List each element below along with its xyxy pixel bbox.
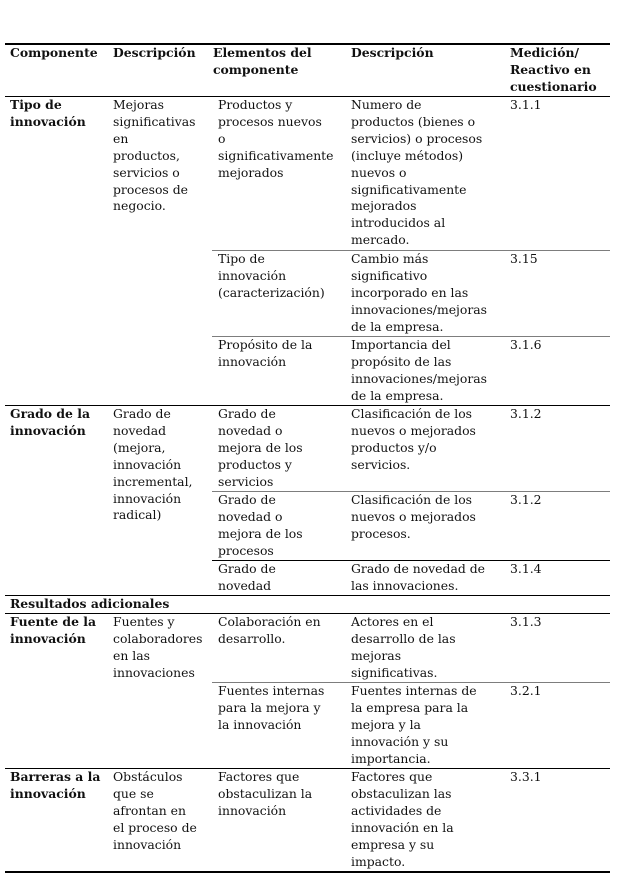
table-bottom-rule [5, 871, 610, 873]
element-description: Clasificación de los nuevos o mejorados procesos. [351, 492, 476, 541]
element-name: Propósito de la innovación [218, 337, 313, 369]
element-description: Actores en el desarrollo de las mejoras significativas. [351, 614, 456, 680]
component-description: Grado de novedad (mejora, innovación incremental, innovación radical) [113, 406, 193, 523]
element-description: Grado de novedad de las innovaciones. [351, 561, 485, 593]
measure-code: 3.1.3 [510, 614, 542, 629]
element-name: Grado de novedad o mejora de los productos y servicios [218, 406, 303, 489]
component-description: Fuentes y colaboradores en las innovaciones [113, 614, 203, 680]
element-name: Productos y procesos nuevos o significativamente mejorados [218, 97, 334, 180]
element-description: Clasificación de los nuevos o mejorados productos y/o servicios. [351, 406, 476, 472]
header-medicion: Medición/ Reactivo en cuestionario [510, 45, 597, 94]
measure-code: 3.1.6 [510, 337, 542, 352]
element-description: Factores que obstaculizan las actividades de innovación en la empresa y su impacto. [351, 769, 454, 869]
component-description: Mejoras significativas en productos, servicios o procesos de negocio. [113, 97, 196, 214]
component-name: Fuente de la innovación [10, 614, 96, 646]
element-name: Tipo de innovación (caracterización) [218, 251, 325, 300]
component-name: Barreras a la innovación [10, 769, 101, 801]
measure-code: 3.2.1 [510, 683, 542, 698]
component-name: Grado de la innovación [10, 406, 90, 438]
measure-code: 3.1.1 [510, 97, 542, 112]
header-elementos: Elementos del componente [213, 45, 312, 77]
header-descripcion: Descripción [113, 45, 196, 60]
measure-code: 3.1.2 [510, 492, 542, 507]
element-name: Fuentes internas para la mejora y la innovación [218, 683, 325, 732]
element-description: Cambio más significativo incorporado en las innovaciones/mejoras de la empresa. [351, 251, 488, 334]
measure-code: 3.1.2 [510, 406, 542, 421]
component-name: Tipo de innovación [10, 97, 86, 129]
element-description: Importancia del propósito de las innovaciones/mejoras de la empresa. [351, 337, 488, 403]
header-componente: Componente [10, 45, 98, 60]
measure-code: 3.3.1 [510, 769, 542, 784]
header-descripcion-2: Descripción [351, 45, 434, 60]
element-name: Grado de novedad o mejora de los procesos [218, 492, 303, 558]
element-name: Colaboración en desarrollo. [218, 614, 321, 646]
component-description: Obstáculos que se afrontan en el proceso de innovación [113, 769, 197, 852]
element-name: Factores que obstaculizan la innovación [218, 769, 313, 818]
element-description: Numero de productos (bienes o servicios) o procesos (incluye métodos) nuevos o significativamente mejorados introducidos al mercado. [351, 97, 483, 248]
measure-code: 3.15 [510, 251, 538, 266]
section-title: Resultados adicionales [10, 596, 170, 611]
element-name: Grado de novedad [218, 561, 276, 593]
element-description: Fuentes internas de la empresa para la mejora y la innovación y su importancia. [351, 683, 477, 766]
measure-code: 3.1.4 [510, 561, 542, 576]
